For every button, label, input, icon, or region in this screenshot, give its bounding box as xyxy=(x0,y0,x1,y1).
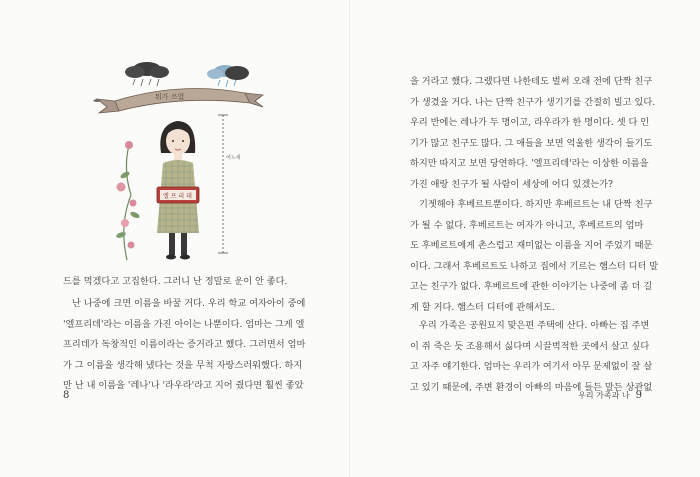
height-marker xyxy=(218,115,241,253)
girl-illustration xyxy=(85,55,275,285)
left-paragraph-2: 난 나중에 크면 이름을 바꿀 거다. 우리 학교 여자아이 중에 '엘프리데'라는 이름을 가진 아이는 나뿐이다. 엄마는 그게 엘 프리데가 독창적인 이름이라는 증거라고 했다. 그러면서 엄마 가 그 이름을 생각해 냈다는 것을 무척 자랑스러워했다. 하지 만 난 내 이름을 '레나'나 '라우라'라고 지어 줬다면 훨씬 좋았 xyxy=(63,298,306,391)
page-number: 9 xyxy=(635,390,642,401)
page-footer xyxy=(578,390,642,401)
right-paragraph-1: 을 거라고 했다. 그랬다면 나한테도 벌써 오래 전에 단짝 친구 가 생겼을 거다. 나는 단짝 친구가 생기기를 간절히 빌고 있다. 우리 반에는 레나가 두 명이고, 라우라가 한 명이다. 셋 다 인 기가 많고 친구도 많다. 그 애들을 보면 억울한 생각이 들기도 하지만 따지고 보면 당연하다. '엘프리데'라는 이상한 이름을 가진 애랑 친구가 될 사람이 세상에 어디 있겠는가? xyxy=(410,76,656,190)
blue-cloud-icon xyxy=(207,65,249,87)
flower-vine xyxy=(115,141,140,260)
page-number: 8 xyxy=(63,390,70,401)
dark-cloud-icon xyxy=(125,62,169,86)
svg-text:어느새: 어느새 xyxy=(226,155,241,161)
right-paragraph-3: 우리 가족은 공원묘지 맞은편 주택에 산다. 아빠는 집 주변 이 쥐 죽은 듯 조용해서 싫다며 시끌벅적한 곳에서 살고 싶다 고 자주 얘기한다. 엄마는 우리가 여기서 아무 문제없이 잘 살 고 있기 때문에, 주변 환경이 아빠의 마음에 들든 말든 상관없 xyxy=(410,320,653,393)
girl-figure xyxy=(157,121,199,260)
left-paragraph-1: 드를 먹겠다고 고집한다. 그러니 난 정말로 운이 안 좋다. xyxy=(63,276,288,287)
right-paragraph-2: 기젯해야 후베르트뿐이다. 하지만 후베르트는 내 단짝 친구 가 될 수 없다. 후베르트는 여자가 아니고, 후베르트의 엄마 도 후베르트에게 촌스럽고 재미없는 이름을 지어 주었기 때문 이다. 그래서 후베르트도 나하고 집에서 기르는 햄스터 디터 말 고는 친구가 없다. 후베르트에 관한 이야기는 나중에 좀 더 길 게 할 거다. 햄스터 디터에 관해서도. xyxy=(410,199,659,313)
right-page xyxy=(350,0,700,477)
sign-text: 엘 프 리 데 xyxy=(163,193,192,200)
banner-text: 뭐가 쓰였 xyxy=(155,93,185,101)
running-head: 우리 가족과 나 xyxy=(578,391,630,400)
ribbon-banner xyxy=(97,89,263,114)
